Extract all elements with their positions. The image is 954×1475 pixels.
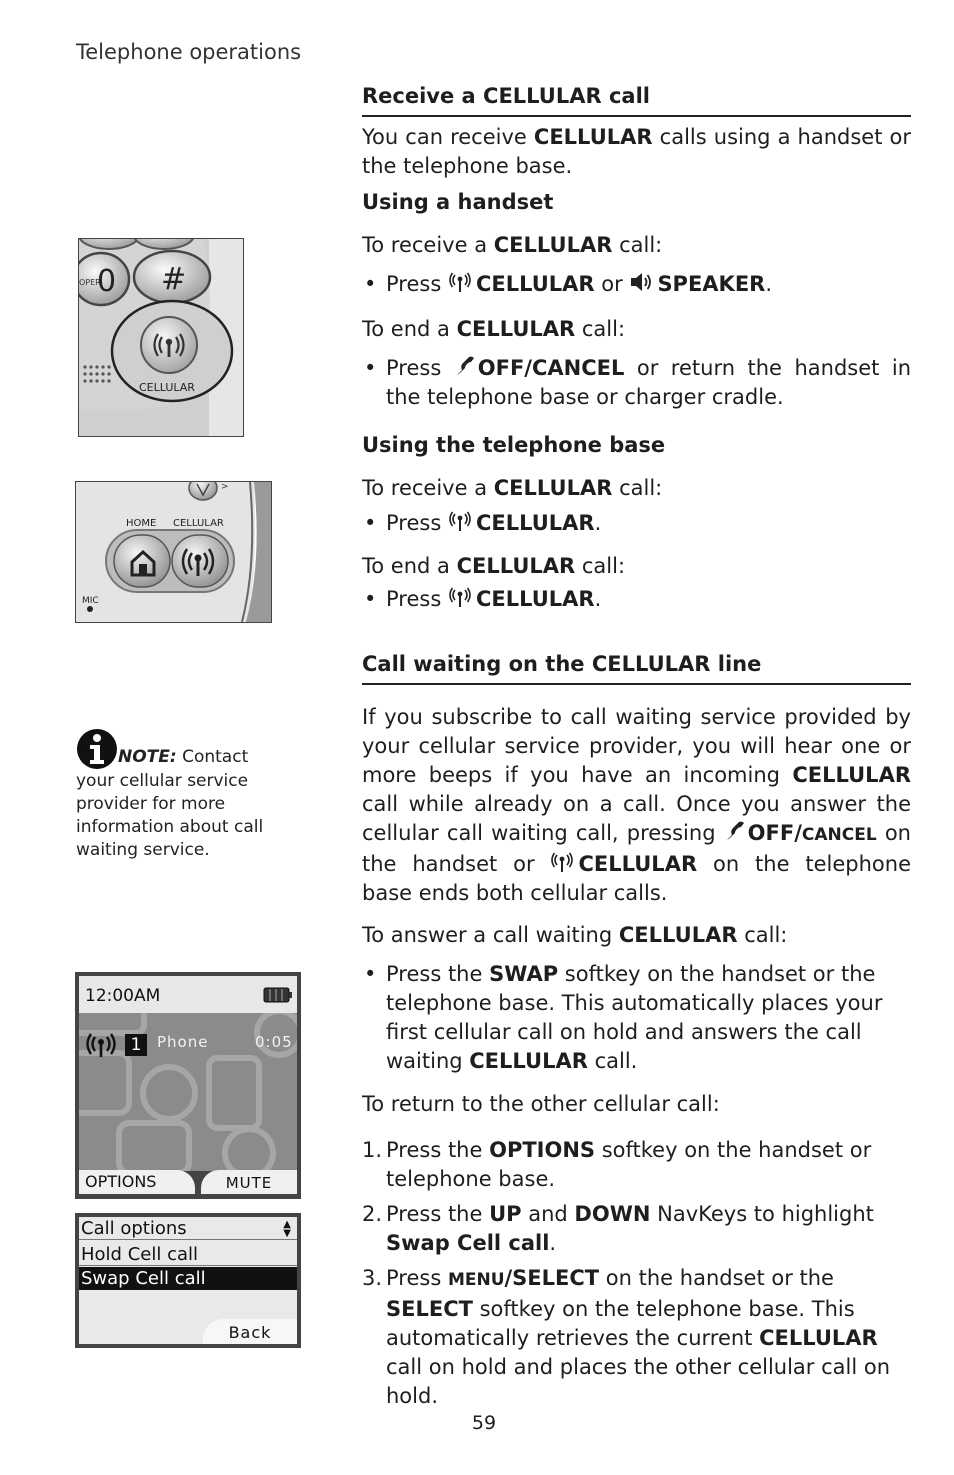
swap-step: • Press the SWAP softkey on the handset or the telephone base. This automatically places your first cellular call on hold and answers the call waiting CELLULAR call.	[362, 960, 911, 1076]
scroll-arrows-icon: ▲ ▼	[283, 1219, 291, 1239]
base-receive-line: To receive a CELLULAR call:	[362, 476, 663, 500]
options-softkey[interactable]: OPTIONS	[79, 1170, 195, 1194]
note-text: Contact your cellular service provider for more information about call waiting service.	[76, 747, 264, 860]
call-timer: 0:05	[255, 1033, 293, 1051]
clock-text: 12:00AM	[85, 986, 161, 1006]
keypad-illustration	[79, 239, 243, 436]
base-end-step: • Press CELLULAR.	[362, 585, 911, 614]
answer-line: To answer a call waiting CELLULAR call:	[362, 923, 788, 947]
waiting-section	[362, 650, 911, 1411]
base-title: Using the telephone base	[362, 433, 666, 457]
note-label: NOTE:	[118, 747, 177, 767]
hash-key-label: #	[161, 262, 187, 297]
handset-keypad-image	[78, 238, 244, 437]
receive-intro: You can receive CELLULAR calls using a handset or the telephone base.	[362, 125, 912, 178]
cellular-icon	[448, 509, 472, 533]
zero-key-label: 0	[97, 264, 117, 299]
handset-title: Using a handset	[362, 190, 554, 214]
step-2: 2. Press the UP and DOWN NavKeys to highlight Swap Cell call.	[362, 1202, 874, 1255]
receive-title: Receive a CELLULAR call	[362, 82, 911, 117]
info-icon	[76, 728, 118, 770]
cellular-icon	[448, 585, 472, 609]
return-line: To return to the other cellular call:	[362, 1092, 720, 1116]
handset-end-line: To end a CELLULAR call:	[362, 317, 626, 341]
page-header: Telephone operations	[76, 40, 302, 64]
handset-screen-image	[75, 972, 301, 1199]
handset-subsection	[362, 188, 911, 412]
off-cancel-icon	[724, 819, 748, 843]
handset-receive-step: • Press CELLULAR or SPEAKER.	[362, 270, 911, 299]
menu-screen	[79, 1217, 297, 1344]
handset-end-step: • Press OFF/CANCEL or return the handset in the telephone base or charger cradle.	[362, 354, 911, 412]
speaker-icon	[629, 270, 653, 294]
svg-text:>: >	[221, 482, 229, 492]
home-button-label: HOME	[126, 518, 157, 529]
line-number: 1	[125, 1034, 147, 1056]
battery-icon	[263, 986, 293, 1004]
step-3: 3. Press MENU/SELECT on the handset or the SELECT softkey on the telephone base. This automatically retrieves the current CELLULAR call on hold and places the other cellular call on hold.	[362, 1266, 891, 1408]
oper-label: OPER	[79, 278, 101, 287]
receive-section	[362, 82, 911, 181]
cellular-icon	[85, 1031, 117, 1059]
base-buttons-image	[75, 481, 272, 623]
base-subsection	[362, 431, 911, 614]
off-cancel-icon	[454, 354, 478, 378]
waiting-title: Call waiting on the CELLULAR line	[362, 650, 911, 685]
handset-receive-line: To receive a CELLULAR call:	[362, 233, 663, 257]
call-label: Phone	[157, 1033, 209, 1051]
menu-item-hold-cell-call[interactable]: Hold Cell call	[79, 1243, 297, 1266]
base-end-line: To end a CELLULAR call:	[362, 554, 626, 578]
cellular-button-label: CELLULAR	[173, 518, 224, 529]
base-receive-step: • Press CELLULAR.	[362, 509, 911, 538]
mic-label: MIC	[82, 596, 99, 606]
status-bar	[79, 976, 297, 1013]
cellular-key-label: CELLULAR	[139, 381, 195, 394]
waiting-paragraph: If you subscribe to call waiting service provided by your cellular service provider, you will hear one or more beeps if you have an incoming CELLULAR call while already on a call. Once you answer the cellular call waiting call, pressing OFF/CANCEL on the handset or CELLULAR on the telephone base ends both cellular calls.	[362, 705, 911, 905]
note-box	[76, 728, 281, 862]
mute-softkey[interactable]: MUTE	[201, 1170, 297, 1194]
menu-item-swap-cell-call[interactable]: Swap Cell call	[79, 1267, 297, 1290]
cellular-icon	[448, 270, 472, 294]
menu-title: Call options ▲ ▼	[79, 1217, 297, 1240]
step-1: 1. Press the OPTIONS softkey on the handset or telephone base.	[362, 1138, 872, 1191]
page-number: 59	[471, 1412, 497, 1434]
base-illustration	[76, 482, 271, 622]
cellular-icon	[550, 850, 574, 874]
call-options-menu-image	[75, 1213, 301, 1348]
call-screen	[79, 1013, 297, 1171]
back-softkey[interactable]: Back	[203, 1319, 297, 1344]
